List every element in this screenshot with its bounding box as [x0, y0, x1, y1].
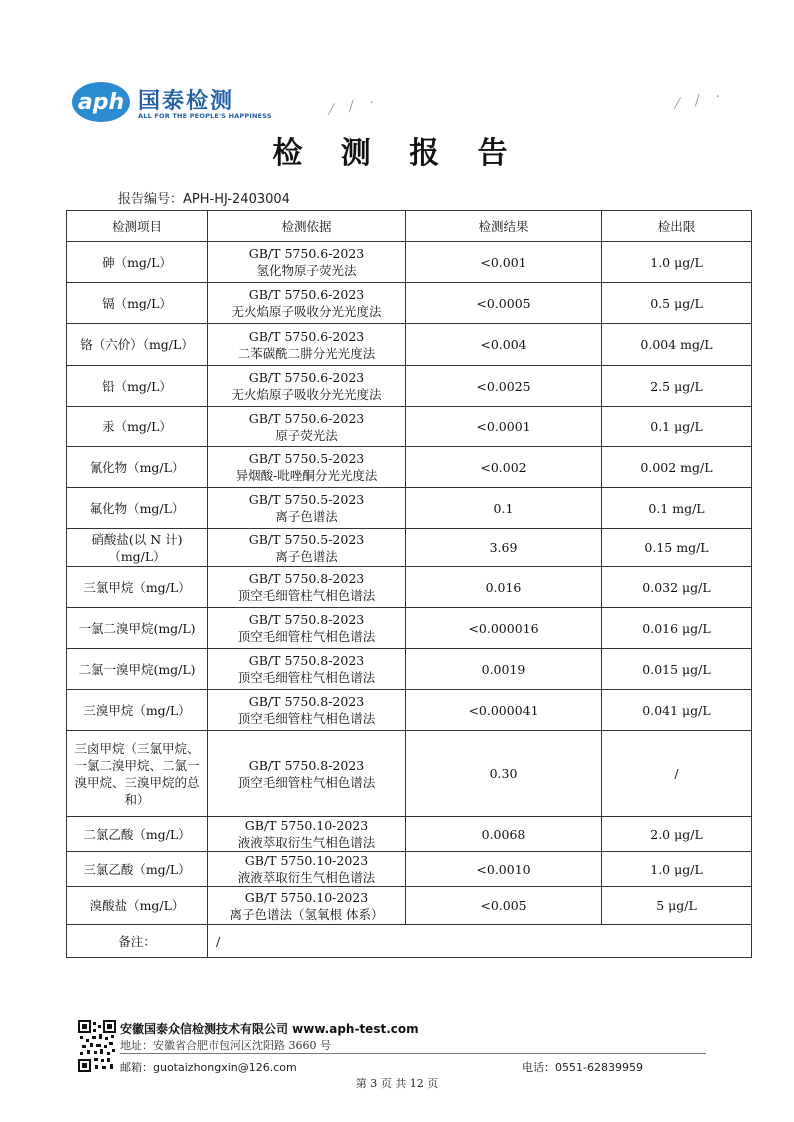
cell-test-result: <0.001: [406, 242, 602, 283]
footer-divider: [120, 1053, 706, 1054]
qr-code-icon: [78, 1020, 116, 1072]
company-name: 安徽国泰众信检测技术有限公司 www.aph-test.com: [120, 1022, 419, 1036]
cell-test-result: <0.0025: [406, 366, 602, 407]
cell-test-item: 镉（mg/L）: [67, 283, 208, 324]
results-table: [66, 210, 752, 958]
standard-code: GB/T 5750.8-2023: [248, 653, 365, 668]
cell-detection-limit: 0.002 mg/L: [602, 447, 752, 488]
method-name: 顶空毛细管柱气相色谱法: [237, 629, 376, 644]
cell-test-item: 二氯一溴甲烷(mg/L): [67, 649, 208, 690]
cell-test-basis: [208, 817, 406, 852]
standard-code: GB/T 5750.5-2023: [248, 492, 365, 507]
cell-test-basis: [208, 488, 406, 529]
cell-test-result: <0.0005: [406, 283, 602, 324]
cell-detection-limit: 0.15 mg/L: [602, 529, 752, 567]
remark-label: 备注：: [67, 925, 208, 958]
standard-code: GB/T 5750.6-2023: [248, 287, 365, 302]
cell-test-basis: [208, 731, 406, 817]
cell-test-result: <0.000041: [406, 690, 602, 731]
standard-code: GB/T 5750.10-2023: [244, 889, 369, 905]
table-row: [67, 529, 752, 567]
cell-detection-limit: 0.1 mg/L: [602, 488, 752, 529]
cell-test-item: 三氯甲烷（mg/L）: [67, 567, 208, 608]
cell-test-result: <0.004: [406, 324, 602, 366]
header-basis: 检测依据: [208, 211, 406, 242]
cell-test-result: 0.1: [406, 488, 602, 529]
cell-test-item: 二氯乙酸（mg/L）: [67, 817, 208, 852]
table-row: [67, 567, 752, 608]
standard-code: GB/T 5750.5-2023: [248, 531, 365, 547]
table-row: [67, 283, 752, 324]
method-name: 二苯碳酰二肼分光光度法: [237, 345, 376, 361]
method-name: 顶空毛细管柱气相色谱法: [237, 711, 376, 726]
cell-test-result: <0.005: [406, 887, 602, 925]
cell-test-basis: [208, 567, 406, 608]
standard-code: GB/T 5750.8-2023: [248, 757, 365, 773]
cell-test-item: 汞（mg/L）: [67, 407, 208, 447]
cell-test-result: <0.002: [406, 447, 602, 488]
cell-test-basis: [208, 690, 406, 731]
table-row: [67, 887, 752, 925]
standard-code: GB/T 5750.8-2023: [248, 694, 365, 709]
table-row: [67, 608, 752, 649]
cell-test-result: <0.000016: [406, 608, 602, 649]
method-name: 无火焰原子吸收分光光度法: [231, 387, 382, 402]
method-name: 离子色谱法: [275, 548, 338, 564]
method-name: 离子色谱法: [275, 509, 338, 524]
cell-detection-limit: 0.5 μg/L: [602, 283, 752, 324]
standard-code: GB/T 5750.10-2023: [244, 818, 369, 833]
table-row: [67, 366, 752, 407]
standard-code: GB/T 5750.6-2023: [248, 410, 365, 426]
standard-code: GB/T 5750.5-2023: [248, 451, 365, 466]
header-limit: 检出限: [602, 211, 752, 242]
cell-detection-limit: 0.041 μg/L: [602, 690, 752, 731]
method-name: 顶空毛细管柱气相色谱法: [237, 588, 376, 603]
cell-test-basis: [208, 852, 406, 887]
cell-test-basis: [208, 324, 406, 366]
cell-test-result: 0.0019: [406, 649, 602, 690]
logo-name: 国泰检测: [138, 89, 235, 114]
header-result: 检测结果: [406, 211, 602, 242]
cell-test-basis: [208, 529, 406, 567]
cell-test-basis: [208, 242, 406, 283]
faint-scribble-mark: ⁄ ∕ ·: [674, 87, 728, 113]
logo-slogan: ALL FOR THE PEOPLE'S HAPPINESS: [138, 112, 272, 120]
cell-detection-limit: 0.1 μg/L: [602, 407, 752, 447]
cell-test-item: 氰化物（mg/L）: [67, 447, 208, 488]
method-name: 液液萃取衍生气相色谱法: [237, 870, 376, 885]
method-name: 无火焰原子吸收分光光度法: [231, 304, 382, 319]
method-name: 离子色谱法（氢氧根 体系）: [229, 906, 384, 922]
cell-test-item: 三卤甲烷（三氯甲烷、一氯二溴甲烷、二氯一溴甲烷、三溴甲烷的总和）: [67, 731, 208, 817]
cell-detection-limit: 5 μg/L: [602, 887, 752, 925]
cell-test-basis: [208, 407, 406, 447]
cell-test-item: 溴酸盐（mg/L）: [67, 887, 208, 925]
table-row: [67, 649, 752, 690]
cell-detection-limit: /: [602, 731, 752, 817]
method-name: 异烟酸-吡唑酮分光光度法: [235, 468, 378, 483]
table-row: [67, 817, 752, 852]
table-row: [67, 407, 752, 447]
cell-test-item: 三溴甲烷（mg/L）: [67, 690, 208, 731]
cell-test-item: 氟化物（mg/L）: [67, 488, 208, 529]
cell-detection-limit: 0.032 μg/L: [602, 567, 752, 608]
standard-code: GB/T 5750.6-2023: [248, 328, 365, 344]
method-name: 原子荧光法: [275, 427, 338, 443]
standard-code: GB/T 5750.6-2023: [248, 246, 365, 261]
cell-test-item: 三氯乙酸（mg/L）: [67, 852, 208, 887]
remark-row: [67, 925, 752, 958]
cell-test-item: 铅（mg/L）: [67, 366, 208, 407]
cell-detection-limit: 0.015 μg/L: [602, 649, 752, 690]
cell-test-item: 硝酸盐(以 N 计)（mg/L）: [67, 529, 208, 567]
table-header-row: [67, 211, 752, 242]
cell-test-basis: [208, 283, 406, 324]
table-row: [67, 242, 752, 283]
faint-scribble-mark: ⁄ ∕ ·: [328, 93, 382, 119]
cell-detection-limit: 1.0 μg/L: [602, 852, 752, 887]
cell-test-result: <0.0010: [406, 852, 602, 887]
cell-test-result: 0.30: [406, 731, 602, 817]
report-title: 检 测 报 告: [272, 136, 522, 171]
cell-test-item: 砷（mg/L）: [67, 242, 208, 283]
cell-test-basis: [208, 447, 406, 488]
cell-detection-limit: 0.016 μg/L: [602, 608, 752, 649]
company-phone: 电话：0551-62839959: [522, 1061, 643, 1074]
cell-test-basis: [208, 366, 406, 407]
method-name: 液液萃取衍生气相色谱法: [237, 835, 376, 850]
remark-value: /: [208, 925, 752, 958]
cell-detection-limit: 2.5 μg/L: [602, 366, 752, 407]
cell-test-basis: [208, 887, 406, 925]
header-item: 检测项目: [67, 211, 208, 242]
cell-test-result: 0.016: [406, 567, 602, 608]
table-row: [67, 447, 752, 488]
cell-test-basis: [208, 608, 406, 649]
cell-test-result: 3.69: [406, 529, 602, 567]
aph-logo-mark: aph: [72, 82, 130, 122]
company-email: 邮箱：guotaizhongxin@126.com: [120, 1061, 297, 1074]
table-row: [67, 731, 752, 817]
method-name: 氢化物原子荧光法: [256, 263, 357, 278]
cell-test-result: <0.0001: [406, 407, 602, 447]
cell-test-item: 一氯二溴甲烷(mg/L): [67, 608, 208, 649]
table-row: [67, 488, 752, 529]
table-row: [67, 852, 752, 887]
table-row: [67, 324, 752, 366]
cell-test-basis: [208, 649, 406, 690]
standard-code: GB/T 5750.6-2023: [248, 370, 365, 385]
method-name: 顶空毛细管柱气相色谱法: [237, 670, 376, 685]
report-number: 报告编号：APH-HJ-2403004: [118, 192, 290, 207]
table-row: [67, 690, 752, 731]
company-address: 地址：安徽省合肥市包河区沈阳路 3660 号: [120, 1039, 331, 1052]
standard-code: GB/T 5750.10-2023: [244, 853, 369, 868]
cell-test-item: 铬（六价）（mg/L）: [67, 324, 208, 366]
standard-code: GB/T 5750.8-2023: [248, 571, 365, 586]
cell-test-result: 0.0068: [406, 817, 602, 852]
cell-detection-limit: 0.004 mg/L: [602, 324, 752, 366]
method-name: 顶空毛细管柱气相色谱法: [237, 774, 376, 790]
company-logo: [72, 82, 312, 128]
page-number: 第 3 页 共 12 页: [355, 1077, 439, 1090]
standard-code: GB/T 5750.8-2023: [248, 612, 365, 627]
cell-detection-limit: 2.0 μg/L: [602, 817, 752, 852]
cell-detection-limit: 1.0 μg/L: [602, 242, 752, 283]
